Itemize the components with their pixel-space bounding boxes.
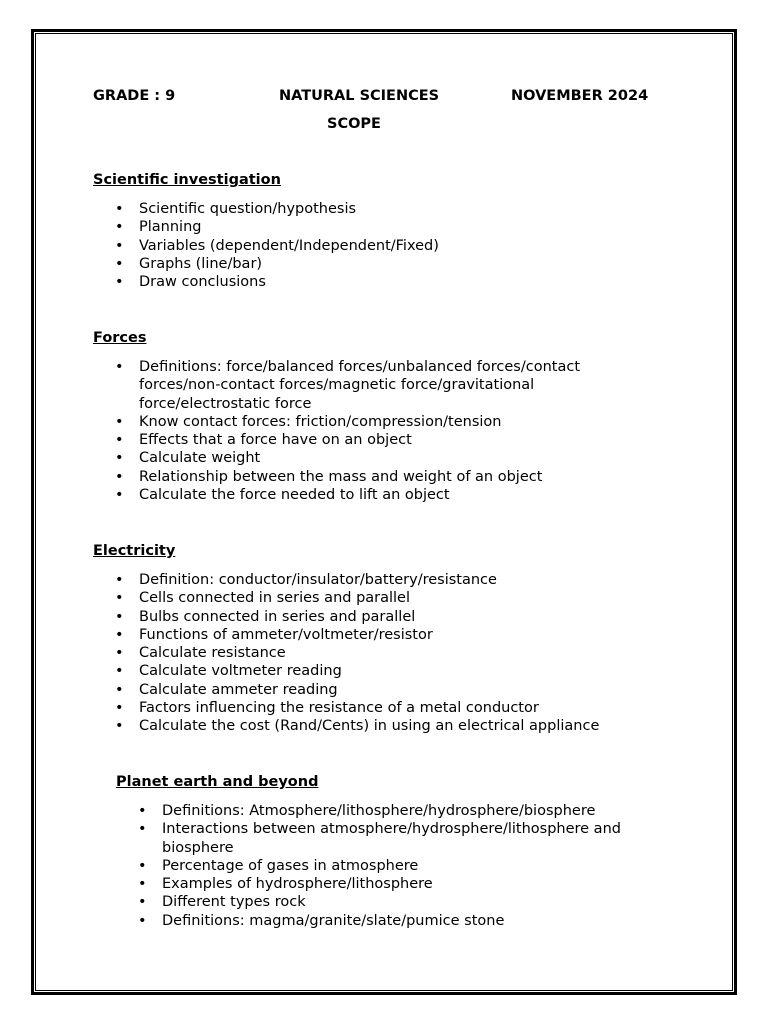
list-item: • Graphs (line/bar) [93,255,693,273]
grade-label: GRADE : 9 [93,88,176,104]
list-item: • Definitions: force/balanced forces/unbalanced forces/contact forces/non-contact forces/magnetic force/gravitational force/electrostatic force [93,358,633,413]
list-item: • Know contact forces: friction/compression/tension [93,413,633,431]
list-item: • Planning [93,218,693,236]
bullet-list [93,200,693,291]
list-item: • Calculate the cost (Rand/Cents) in using an electrical appliance [93,717,693,735]
list-item: • Relationship between the mass and weight of an object [93,468,633,486]
list-item: • Calculate the force needed to lift an object [93,486,633,504]
list-item: • Percentage of gases in atmosphere [116,857,666,875]
list-item: • Draw conclusions [93,273,693,291]
section-title: Forces [93,330,147,346]
section-scientific-investigation [93,171,693,291]
list-item: • Variables (dependent/Independent/Fixed) [93,237,693,255]
section-title: Electricity [93,543,176,559]
list-item: • Cells connected in series and parallel [93,589,693,607]
list-item: • Functions of ammeter/voltmeter/resistor [93,626,693,644]
section-electricity [93,542,693,736]
list-item: • Definition: conductor/insulator/battery/resistance [93,571,693,589]
list-item: • Factors influencing the resistance of a metal conductor [93,699,693,717]
section-planet-earth-and-beyond [116,773,666,930]
section-forces [93,329,633,504]
list-item: • Definitions: magma/granite/slate/pumice stone [116,912,666,930]
document-title: SCOPE [327,116,381,132]
bullet-list [116,802,666,930]
list-item: • Calculate voltmeter reading [93,662,693,680]
subject-label: NATURAL SCIENCES [279,88,440,104]
list-item: • Calculate ammeter reading [93,681,693,699]
date-label: NOVEMBER 2024 [511,88,649,104]
list-item: • Different types rock [116,893,666,911]
list-item: • Bulbs connected in series and parallel [93,608,693,626]
list-item: • Definitions: Atmosphere/lithosphere/hydrosphere/biosphere [116,802,666,820]
bullet-list [93,571,693,736]
list-item: • Calculate weight [93,449,633,467]
bullet-list [93,358,633,504]
section-title: Scientific investigation [93,172,281,188]
list-item: • Examples of hydrosphere/lithosphere [116,875,666,893]
list-item: • Effects that a force have on an object [93,431,633,449]
list-item: • Scientific question/hypothesis [93,200,693,218]
section-title: Planet earth and beyond [116,774,319,790]
list-item: • Interactions between atmosphere/hydrosphere/lithosphere and biosphere [116,820,666,857]
list-item: • Calculate resistance [93,644,693,662]
